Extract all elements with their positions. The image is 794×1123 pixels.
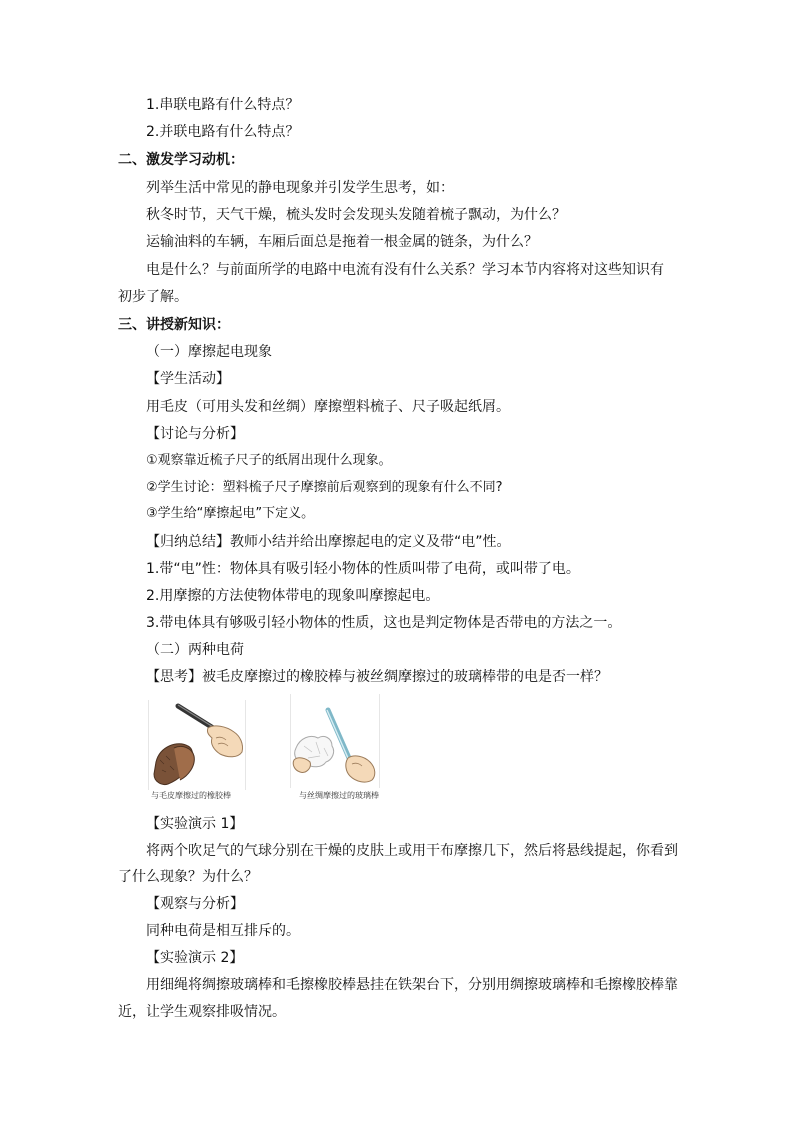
list-item: 2.用摩擦的方法使物体带电的现象叫摩擦起电。 — [146, 588, 440, 604]
paragraph-line: 列举生活中常见的静电现象并引发学生思考，如： — [146, 180, 454, 196]
paragraph-line: 电是什么？与前面所学的电路中电流有没有什么关系？学习本节内容将对这些知识有 — [146, 262, 664, 278]
bracket-label: 【讨论与分析】 — [146, 426, 244, 442]
paragraph-line: 【思考】被毛皮摩擦过的橡胶棒与被丝绸摩擦过的玻璃棒带的电是否一样？ — [146, 669, 608, 685]
list-item: ③学生给“摩擦起电”下定义。 — [146, 506, 315, 521]
glass-rod-silk-illustration — [290, 694, 380, 788]
paragraph-line: 初步了解。 — [118, 289, 188, 305]
paragraph-line: 同种电荷是相互排斥的。 — [146, 923, 300, 939]
paragraph-line: 近，让学生观察排吸情况。 — [118, 1004, 286, 1020]
paragraph-line: 将两个吹足气的气球分别在干燥的皮肤上或用干布摩擦几下，然后将悬线提起，你看到 — [146, 843, 678, 859]
paragraph-line: 秋冬时节，天气干燥，梳头发时会发现头发随着梳子飘动，为什么？ — [146, 207, 566, 223]
paragraph-line: 了什么现象？为什么？ — [118, 869, 258, 885]
section-heading-motivation: 二、激发学习动机： — [118, 152, 244, 168]
bracket-label: 【学生活动】 — [146, 371, 230, 387]
subsection-heading: （二）两种电荷 — [146, 642, 244, 658]
question-series-circuit: 1.串联电路有什么特点？ — [146, 97, 300, 113]
question-parallel-circuit: 2.并联电路有什么特点？ — [146, 124, 300, 140]
list-item: 1.带“电”性：物体具有吸引轻小物体的性质叫带了电荷，或叫带了电。 — [146, 561, 580, 577]
rubber-rod-fur-illustration — [148, 700, 246, 790]
right-figure-caption: 与丝绸摩擦过的玻璃棒 — [299, 791, 379, 800]
paragraph-line: 用细绳将绸擦玻璃棒和毛擦橡胶棒悬挂在铁架台下，分别用绸擦玻璃棒和毛擦橡胶棒靠 — [146, 977, 678, 993]
paragraph-line: 【归纳总结】教师小结并给出摩擦起电的定义及带“电”性。 — [146, 534, 511, 550]
section-heading-new-knowledge: 三、讲授新知识： — [118, 317, 230, 333]
bracket-label: 【观察与分析】 — [146, 896, 244, 912]
list-item: 3.带电体具有够吸引轻小物体的性质，这也是判定物体是否带电的方法之一。 — [146, 615, 622, 631]
subsection-heading: （一）摩擦起电现象 — [146, 344, 272, 360]
list-item: ②学生讨论：塑料梳子尺子摩擦前后观察到的现象有什么不同? — [146, 480, 503, 495]
paragraph-line: 用毛皮（可用头发和丝绸）摩擦塑料梳子、尺子吸起纸屑。 — [146, 399, 510, 415]
paragraph-line: 运输油料的车辆，车厢后面总是拖着一根金属的链条，为什么？ — [146, 234, 538, 250]
left-figure-caption: 与毛皮摩擦过的橡胶棒 — [151, 791, 231, 800]
list-item: ①观察靠近梳子尺子的纸屑出现什么现象。 — [146, 453, 392, 468]
bracket-label: 【实验演示 1】 — [146, 816, 244, 832]
bracket-label: 【实验演示 2】 — [146, 950, 244, 966]
